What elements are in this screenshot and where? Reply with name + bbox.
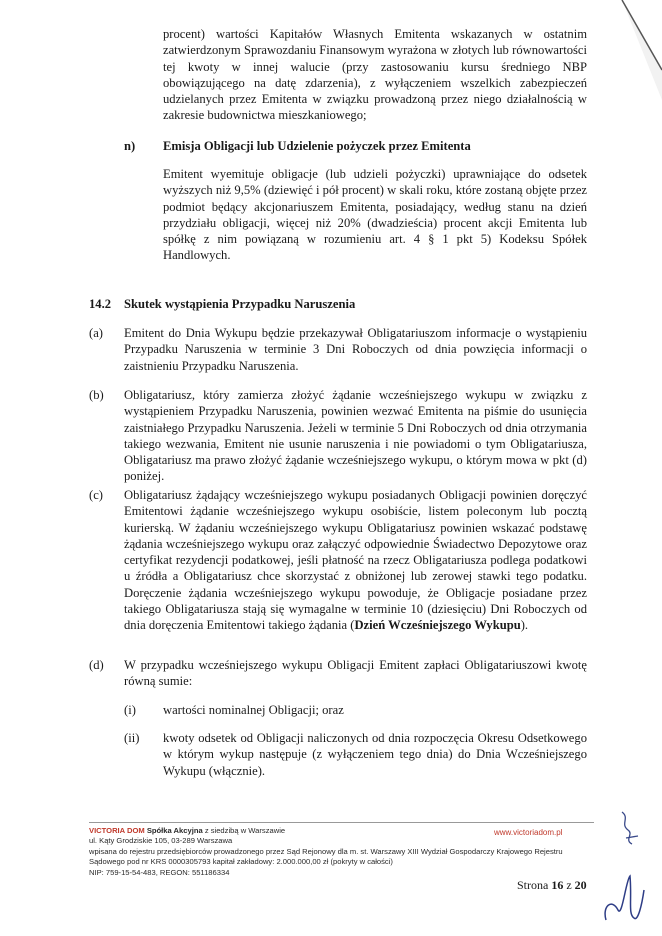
item-c-label: (c)	[89, 488, 103, 502]
item-c-text-end: ).	[520, 618, 529, 633]
page-number-total: 20	[574, 878, 587, 892]
item-c-paragraph	[124, 487, 587, 634]
page-curl-mark	[592, 0, 662, 100]
page-number-prefix: Strona	[517, 878, 549, 892]
item-d-i-label: (i)	[124, 703, 136, 717]
footer-ids: NIP: 759-15-54-483, REGON: 551186334	[89, 867, 230, 877]
footer-address: ul. Kąty Grodziskie 105, 03-289 Warszawa	[89, 836, 233, 846]
footer	[89, 826, 589, 878]
section-title: Skutek wystąpienia Przypadku Naruszenia	[124, 297, 356, 311]
page-number	[517, 878, 587, 893]
item-n-label: n)	[124, 139, 136, 153]
item-a-text: Emitent do Dnia Wykupu będzie przekazywał Obligatariuszom informacje o wystąpieniu Przypadku Naruszenia w terminie 3 Dni Roboczych od dnia powzięcia informacji o zaistnieniu Przypadku Naruszenia.	[124, 326, 587, 373]
footer-seat: z siedzibą w Warszawie	[204, 826, 286, 835]
handwritten-initial-mark	[612, 808, 648, 864]
footer-registry: wpisana do rejestru przedsiębiorców prowadzonego przez Sąd Rejonowy dla m. st. Warszawy XIII Wydział Gospodarczy Krajowego Rejestru Sądowego pod nr KRS 0000305793 kapitał zakładowy: 2.000.000,00 zł (pokryty w całości)	[89, 846, 563, 867]
handwritten-signature-mark	[598, 870, 648, 930]
item-d-i-text: wartości nominalnej Obligacji; oraz	[163, 703, 344, 717]
item-b-text: Obligatariusz, który zamierza złożyć żądanie wcześniejszego wykupu w związku z wystąpieniem Przypadku Naruszenia, powinien wezwać Emitenta na piśmie do usunięcia zaistniałego Przypadku Naruszenia. Jeżeli w terminie 5 Dni Roboczych od dnia otrzymania takiego wezwania, Emitent nie usunie naruszenia i nie powiadomi o tym Obligatariusza, Obligatariusz ma prawo złożyć żądanie wcześniejszego wykupu, o którym mowa w pkt (d) poniżej.	[124, 388, 587, 484]
footer-website-link[interactable]: www.victoriadom.pl	[494, 828, 563, 837]
footer-company: VICTORIA DOM	[89, 826, 145, 835]
page-number-separator: z	[566, 878, 572, 892]
section-number: 14.2	[89, 297, 112, 311]
footer-divider	[89, 822, 594, 823]
item-d-ii-label: (ii)	[124, 731, 140, 745]
item-d-ii-text: kwoty odsetek od Obligacji naliczonych od dnia rozpoczęcia Okresu Odsetkowego w którym wykup następuje (z wyłączeniem tego dnia) do Dnia Wcześniejszego Wykupu (włącznie).	[163, 731, 587, 778]
item-d-label: (d)	[89, 658, 104, 672]
item-d-text: W przypadku wcześniejszego wykupu Obligacji Emitent zapłaci Obligatariuszowi kwotę równą sumie:	[124, 658, 587, 689]
item-c-text: Obligatariusz żądający wcześniejszego wykupu posiadanych Obligacji powinien doręczyć Emitentowi żądanie wcześniejszego wykupu osobiście, listem poleconym lub pocztą kurierską. W żądaniu wcześniejszego wykupu Obligatariusz powinien wskazać podstawę żądania wcześniejszego wykupu oraz załączyć odpowiednie Świadectwo Depozytowe oraz certyfikat rezydencji podatkowej, jeśli płatność na rzecz Obligatariusza podlega podatkowi u źródła a Obligatariusz chce skorzystać z obniżonej lub zerowej stawki tego podatku. Doręczenie żądania wcześniejszego wykupu powoduje, że Obligacje posiadane przez takiego Obligatariusza stają się wymagalne w terminie 10 (dziesięciu) Dni Roboczych od dnia doręczenia Emitentowi takiego żądania (	[124, 488, 587, 633]
item-b-label: (b)	[89, 388, 104, 402]
item-n-text: Emitent wyemituje obligacje (lub udzieli pożyczki) uprawniające do odsetek wyższych niż 9,5% (dziewięć i pół procent) w skali roku, które zostaną objęte przez podmiot będący akcjonariuszem Emitenta, posiadający, według stanu na dzień przydziału obligacji, więcej niż 20% (dwadzieścia) procent akcji Emitenta lub spółkę z nim powiązaną w rozumieniu art. 4 § 1 pkt 5) Kodeksu Spółek Handlowych.	[163, 167, 587, 263]
page-number-current: 16	[551, 878, 564, 892]
item-a-label: (a)	[89, 326, 103, 340]
footer-company-type: Spółka Akcyjna	[146, 826, 203, 835]
item-n-heading: Emisja Obligacji lub Udzielenie pożyczek przez Emitenta	[163, 139, 471, 153]
item-c-bold-term: Dzień Wcześniejszego Wykupu	[354, 618, 521, 633]
intro-paragraph: procent) wartości Kapitałów Własnych Emitenta wskazanych w ostatnim zatwierdzonym Sprawozdaniu Finansowym wyrażona w złotych lub równowartości tej kwoty w innej walucie (przy zastosowaniu kursu średniego NBP obowiązującego na datę zdarzenia), z wyłączeniem wszelkich zabezpieczeń udzielanych przez Emitenta w związku prowadzoną przez niego działalnością w zakresie budownictwa mieszkaniowego;	[163, 27, 587, 123]
